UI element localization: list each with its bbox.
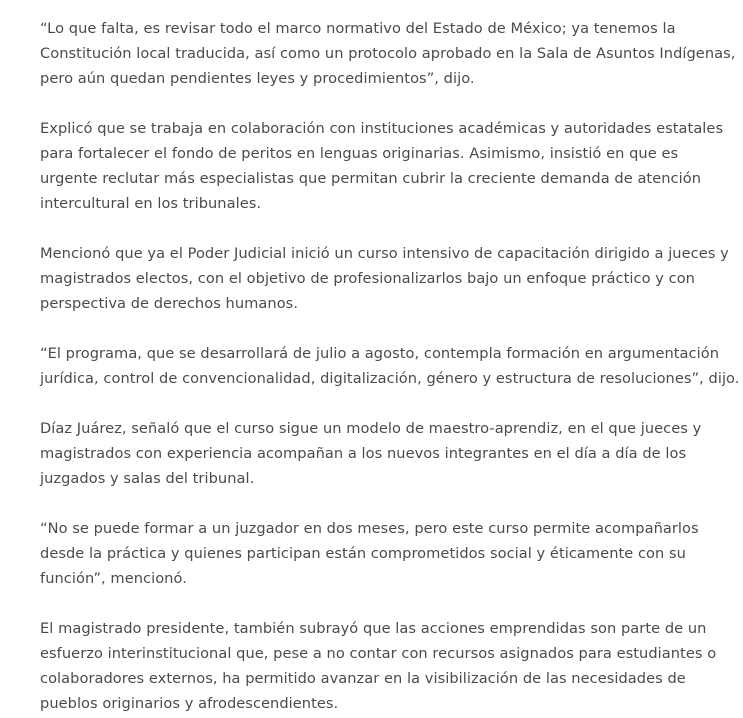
article-paragraph: “El programa, que se desarrollará de julio a agosto, contempla formación en argumentación jurídica, control de convencionalidad, digitalización, género y estructura de resoluciones”, dijo. <box>40 345 740 387</box>
article-body <box>40 16 740 716</box>
article-paragraph: Díaz Juárez, señaló que el curso sigue un modelo de maestro-aprendiz, en el que jueces y magistrados con experiencia acompañan a los nuevos integrantes en el día a día de los juzgados y salas del tribunal. <box>40 420 702 487</box>
article-paragraph: Mencionó que ya el Poder Judicial inició un curso intensivo de capacitación dirigido a jueces y magistrados electos, con el objetivo de profesionalizarlos bajo un enfoque práctico y con perspectiva de derechos humanos. <box>40 245 729 312</box>
article-paragraph: “Lo que falta, es revisar todo el marco normativo del Estado de México; ya tenemos la Constitución local traducida, así como un protocolo aprobado en la Sala de Asuntos Indígenas, pero aún quedan pendientes leyes y procedimientos”, dijo. <box>40 20 736 87</box>
article-paragraph: “No se puede formar a un juzgador en dos meses, pero este curso permite acompañarlos desde la práctica y quienes participan están comprometidos social y éticamente con su función”, mencionó. <box>40 520 699 587</box>
article-paragraph: Explicó que se trabaja en colaboración con instituciones académicas y autoridades estatales para fortalecer el fondo de peritos en lenguas originarias. Asimismo, insistió en que es urgente reclutar más especialistas que permitan cubrir la creciente demanda de atención intercultural en los tribunales. <box>40 120 724 212</box>
article-paragraph: El magistrado presidente, también subrayó que las acciones emprendidas son parte de un esfuerzo interinstitucional que, pese a no contar con recursos asignados para estudiantes o colaboradores externos, ha permitido avanzar en la visibilización de las necesidades de pueblos originarios y afrodescendientes. <box>40 620 717 712</box>
